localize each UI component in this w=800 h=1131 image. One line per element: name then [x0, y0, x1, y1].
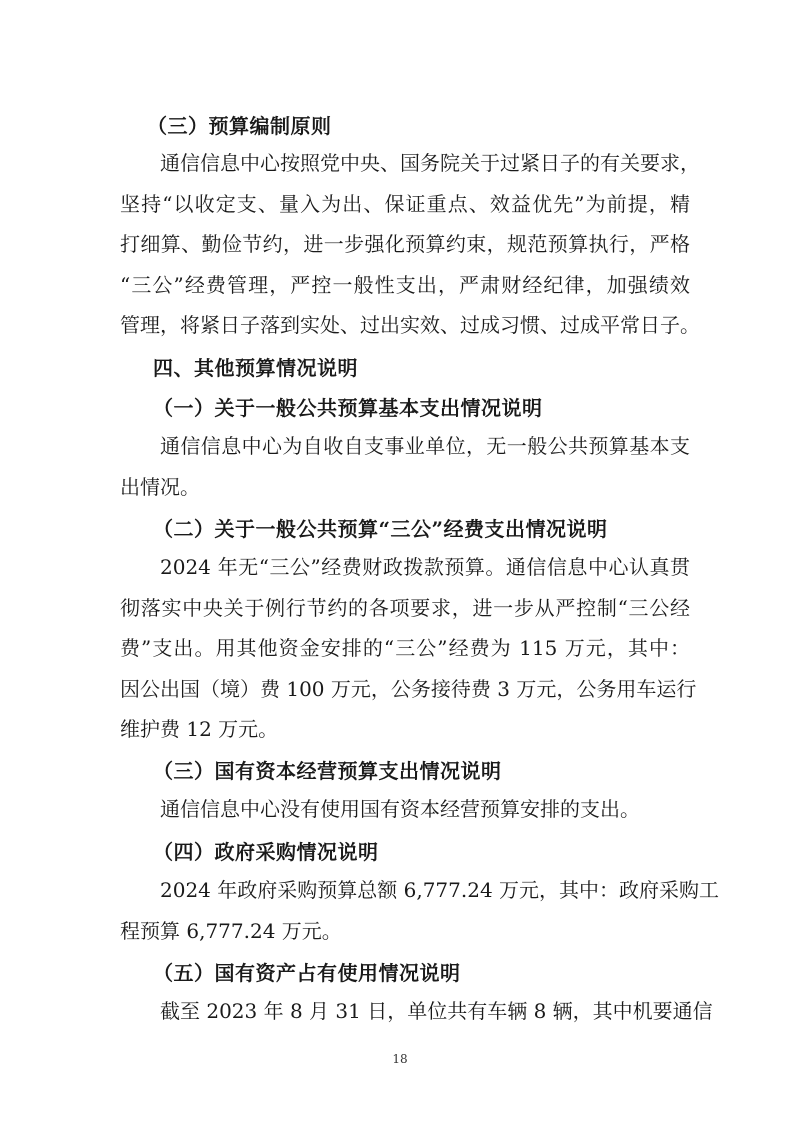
page-number: 18: [392, 1052, 408, 1066]
text-line: 出情况。: [120, 474, 200, 499]
text-line: 彻落实中央关于例行节约的各项要求，进一步从严控制“三公经: [120, 595, 690, 620]
heading-three-public-expenditure: （二）关于一般公共预算“三公”经费支出情况说明: [153, 517, 608, 541]
text-line: 通信信息中心为自收自支事业单位，无一般公共预算基本支: [160, 434, 690, 458]
text-line: 2024 年政府采购预算总额 6,777.24 万元，其中：政府采购工: [160, 878, 720, 902]
text-line: 打细算、勤俭节约，进一步强化预算约束，规范预算执行，严格: [120, 232, 690, 256]
paragraph-state-assets: [120, 991, 713, 1032]
heading-general-basic-expenditure: （一）关于一般公共预算基本支出情况说明: [153, 396, 543, 420]
paragraph-three-public-expenditure: [120, 547, 697, 750]
paragraph-general-basic-expenditure: [120, 426, 690, 507]
paragraph-budget-principles: [120, 143, 700, 346]
heading-government-procurement: （四）政府采购情况说明: [153, 840, 379, 864]
heading-budget-principles: （三）预算编制原则: [147, 114, 332, 138]
paragraph-government-procurement: [120, 870, 720, 951]
heading-state-capital-budget: （三）国有资本经营预算支出情况说明: [153, 759, 502, 783]
paragraph-state-capital-budget: [120, 789, 690, 830]
text-line: 通信信息中心按照党中央、国务院关于过紧日子的有关要求，: [160, 151, 700, 175]
heading-state-assets: （五）国有资产占有使用情况说明: [153, 961, 461, 985]
text-line: 坚持“以收定支、量入为出、保证重点、效益优先”为前提，精: [120, 191, 690, 216]
text-line: 管理，将紧日子落到实处、过出实效、过成习惯、过成平常日子。: [120, 313, 700, 337]
text-line: 因公出国（境）费 100 万元，公务接待费 3 万元，公务用车运行: [120, 676, 697, 701]
heading-other-budget: 四、其他预算情况说明: [153, 356, 358, 380]
text-line: 2024 年无“三公”经费财政拨款预算。通信信息中心认真贯: [160, 555, 690, 579]
text-line: 通信信息中心没有使用国有资本经营预算安排的支出。: [160, 797, 640, 821]
text-line: 程预算 6,777.24 万元。: [120, 918, 342, 943]
text-line: 费”支出。用其他资金安排的“三公”经费为 115 万元，其中：: [120, 636, 690, 660]
text-line: 截至 2023 年 8 月 31 日，单位共有车辆 8 辆，其中机要通信: [160, 999, 713, 1023]
text-line: “三公”经费管理，严控一般性支出，严肃财经纪律，加强绩效: [120, 272, 690, 297]
text-line: 维护费 12 万元。: [120, 717, 279, 741]
